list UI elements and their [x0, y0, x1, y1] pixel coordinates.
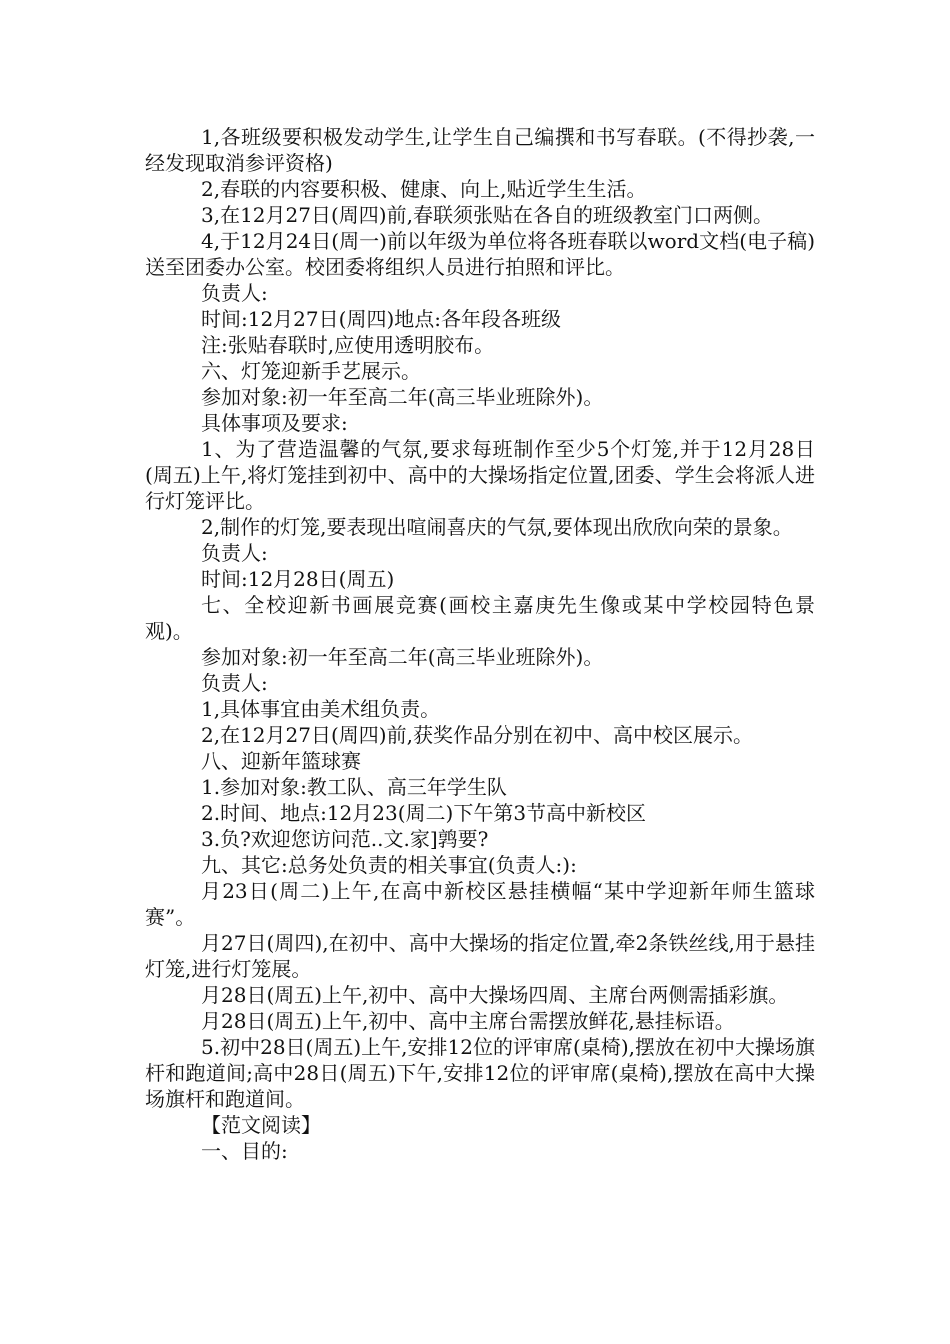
paragraph: 2,春联的内容要积极、健康、向上,贴近学生生活。 — [201, 177, 647, 201]
paragraph: 时间:12月28日(周五) — [201, 567, 395, 591]
paragraph: 2,在12月27日(周四)前,获奖作品分别在初中、高中校区展示。 — [201, 723, 753, 747]
paragraph: 3,在12月27日(周四)前,春联须张贴在各自的班级教室门口两侧。 — [201, 203, 773, 227]
paragraph: 4,于12月24日(周一)前以年级为单位将各班春联以word文档(电子稿)送至团委办公室。校团委将组织人员进行拍照和评比。 — [145, 229, 815, 279]
paragraph: 负责人: — [201, 671, 268, 695]
paragraph: 1.参加对象:教工队、高三年学生队 — [201, 775, 507, 799]
paragraph: 月27日(周四),在初中、高中大操场的指定位置,牵2条铁丝线,用于悬挂灯笼,进行灯笼展。 — [145, 931, 815, 981]
section-heading: 八、迎新年篮球赛 — [201, 749, 361, 773]
section-heading: 九、其它:总务处负责的相关事宜(负责人:): — [201, 853, 577, 877]
paragraph: 1、为了营造温馨的气氛,要求每班制作至少5个灯笼,并于12月28日(周五)上午,将灯笼挂到初中、高中的大操场指定位置,团委、学生会将派人进行灯笼评比。 — [145, 437, 815, 513]
paragraph: 具体事项及要求: — [201, 411, 348, 435]
paragraph: 注:张贴春联时,应使用透明胶布。 — [201, 333, 495, 357]
paragraph: 2.时间、地点:12月23(周二)下午第3节高中新校区 — [201, 801, 647, 825]
section-heading: 一、目的: — [201, 1139, 288, 1163]
paragraph: 参加对象:初一年至高二年(高三毕业班除外)。 — [201, 645, 604, 669]
paragraph: 负责人: — [201, 541, 268, 565]
paragraph: 时间:12月27日(周四)地点:各年段各班级 — [201, 307, 561, 331]
paragraph: 月28日(周五)上午,初中、高中主席台需摆放鲜花,悬挂标语。 — [201, 1009, 735, 1033]
paragraph: 参加对象:初一年至高二年(高三毕业班除外)。 — [201, 385, 604, 409]
paragraph: 负责人: — [201, 281, 268, 305]
paragraph: 月23日(周二)上午,在高中新校区悬挂横幅“某中学迎新年师生篮球赛”。 — [145, 879, 815, 929]
section-heading: 六、灯笼迎新手艺展示。 — [201, 359, 421, 383]
paragraph: 月28日(周五)上午,初中、高中大操场四周、主席台两侧需插彩旗。 — [201, 983, 789, 1007]
paragraph: 2,制作的灯笼,要表现出喧闹喜庆的气氛,要体现出欣欣向荣的景象。 — [201, 515, 793, 539]
section-heading: 七、全校迎新书画展竞赛(画校主嘉庚先生像或某中学校园特色景观)。 — [145, 593, 815, 643]
document-body — [145, 124, 815, 1164]
paragraph: 3.负?欢迎您访问范..文.家]鹑要? — [201, 827, 489, 851]
section-heading: 【范文阅读】 — [201, 1113, 321, 1137]
paragraph: 1,具体事宜由美术组负责。 — [201, 697, 441, 721]
paragraph: 5.初中28日(周五)上午,安排12位的评审席(桌椅),摆放在初中大操场旗杆和跑道间;高中28日(周五)下午,安排12位的评审席(桌椅),摆放在高中大操场旗杆和跑道间。 — [145, 1035, 815, 1111]
paragraph: 1,各班级要积极发动学生,让学生自己编撰和书写春联。(不得抄袭,一经发现取消参评资格) — [145, 125, 815, 175]
